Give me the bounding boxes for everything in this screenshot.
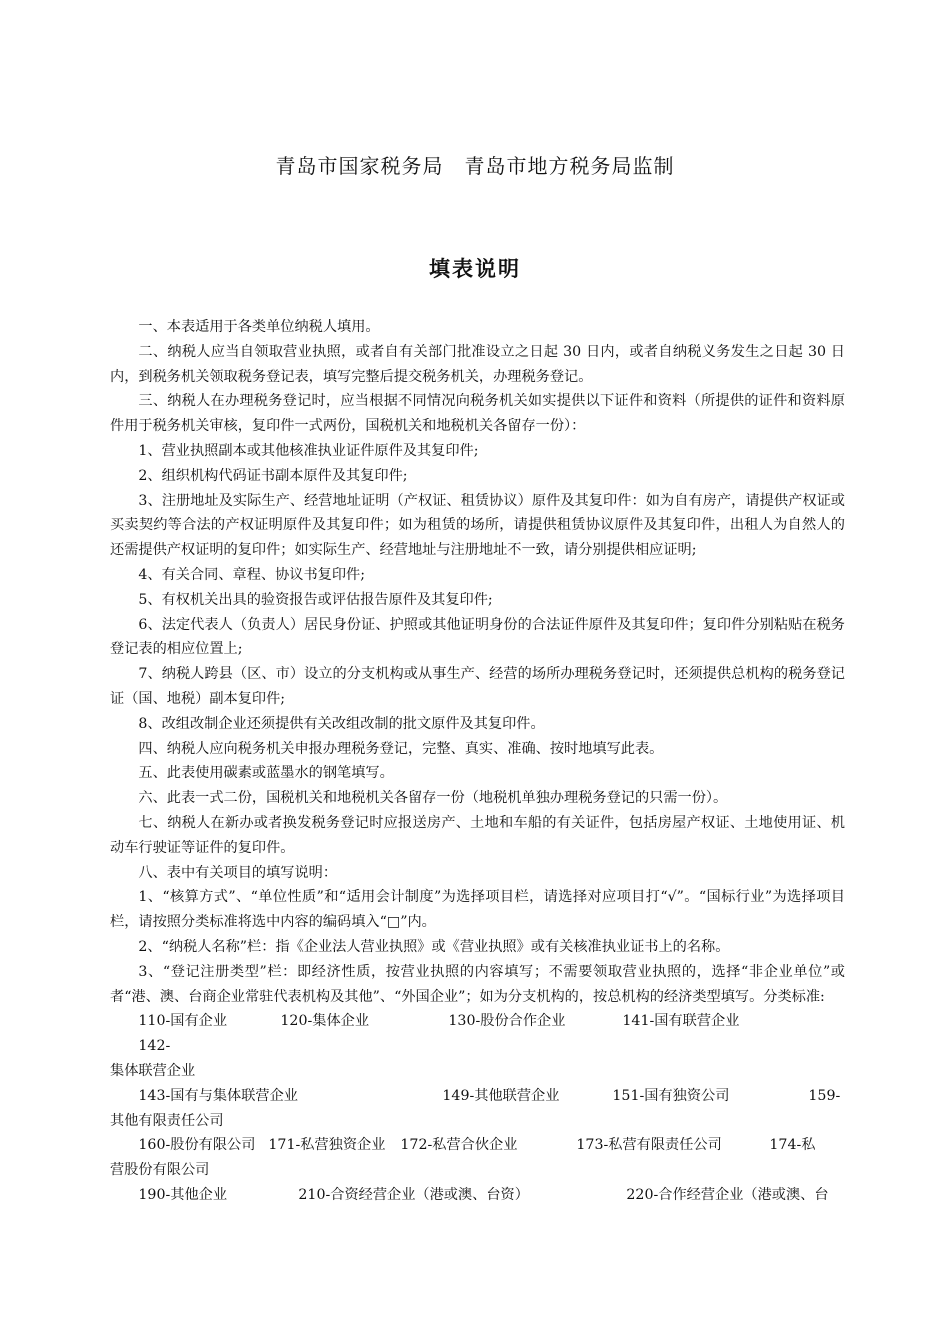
paragraph: 3、注册地址及实际生产、经营地址证明（产权证、租赁协议）原件及其复印件：如为自有房产，请提供产权证或买卖契约等合法的产权证明原件及其复印件；如为租赁的场所，请提供租赁协议原件及其复印件，出租人为自然人的还需提供产权证明的复印件；如实际生产、经营地址与注册地址不一致，请分别提供相应证明; bbox=[110, 492, 845, 559]
registration-code-continuation: 其他有限责任公司 bbox=[110, 1112, 224, 1129]
instructions-body bbox=[110, 315, 845, 1208]
paragraph: 五、此表使用碳素或蓝墨水的钢笔填写。 bbox=[138, 765, 394, 782]
registration-code: 142- bbox=[138, 1038, 171, 1055]
registration-code-continuation: 营股份有限公司 bbox=[110, 1162, 210, 1179]
page-title: 填表说明 bbox=[429, 257, 521, 281]
paragraph: 3、“登记注册类型”栏：即经济性质，按营业执照的内容填写；不需要领取营业执照的，选择“非企业单位”或者“港、澳、台商企业常驻代表机构及其他”、“外国企业”；如为分支机构的，按总机构的经济类型填写。分类标准: bbox=[110, 963, 845, 1005]
paragraph: 四、纳税人应向税务机关申报办理税务登记，完整、真实、准确、按时地填写此表。 bbox=[138, 740, 664, 757]
registration-code: 172-私营合伙企业 bbox=[400, 1137, 518, 1154]
registration-code: 120-集体企业 bbox=[280, 1013, 370, 1030]
paragraph: 二、纳税人应当自领取营业执照，或者自有关部门批准设立之日起 30 日内，或者自纳税义务发生之日起 30 日内，到税务机关领取税务登记表，填写完整后提交税务机关，办理税务登记。 bbox=[110, 343, 845, 385]
registration-code: 151-国有独资公司 bbox=[612, 1087, 730, 1104]
registration-codes-row bbox=[110, 1009, 845, 1083]
registration-code: 174-私 bbox=[769, 1137, 816, 1154]
paragraph: 2、组织机构代码证书副本原件及其复印件; bbox=[138, 467, 408, 484]
paragraph: 4、有关合同、章程、协议书复印件; bbox=[138, 566, 366, 583]
paragraph: 七、纳税人在新办或者换发税务登记时应报送房产、土地和车船的有关证件，包括房屋产权证、土地使用证、机动车行驶证等证件的复印件。 bbox=[110, 814, 845, 856]
paragraph: 一、本表适用于各类单位纳税人填用。 bbox=[138, 319, 380, 335]
authority-header: 青岛市国家税务局 青岛市地方税务局监制 bbox=[275, 154, 675, 178]
paragraph: 5、有权机关出具的验资报告或评估报告原件及其复印件; bbox=[138, 591, 493, 608]
registration-code: 110-国有企业 bbox=[138, 1013, 228, 1030]
paragraph: 7、纳税人跨县（区、市）设立的分支机构或从事生产、经营的场所办理税务登记时，还须提供总机构的税务登记证（国、地税）副本复印件; bbox=[110, 666, 845, 707]
paragraph: 2、“纳税人名称”栏：指《企业法人营业执照》或《营业执照》或有关核准执业证书上的名称。 bbox=[138, 938, 730, 955]
paragraph: 1、“核算方式”、“单位性质”和“适用会计制度”为选择项目栏，请选择对应项目打“√”。“国标行业”为选择项目栏，请按照分类标准将选中内容的编码填入“□”内。 bbox=[110, 889, 845, 931]
registration-code: 210-合资经营企业（港或澳、台资） bbox=[298, 1186, 529, 1203]
paragraph: 8、改组改制企业还须提供有关改组改制的批文原件及其复印件。 bbox=[138, 715, 545, 732]
registration-codes-row bbox=[110, 1133, 845, 1183]
registration-code: 143-国有与集体联营企业 bbox=[138, 1087, 298, 1104]
paragraph: 八、表中有关项目的填写说明： bbox=[138, 864, 338, 881]
registration-code: 190-其他企业 bbox=[138, 1186, 228, 1203]
registration-codes-row bbox=[110, 1183, 845, 1208]
registration-code: 149-其他联营企业 bbox=[442, 1087, 560, 1104]
paragraph: 六、此表一式二份，国税机关和地税机关各留存一份（地税机单独办理税务登记的只需一份）。 bbox=[138, 790, 728, 807]
paragraph: 1、营业执照副本或其他核准执业证件原件及其复印件; bbox=[138, 442, 479, 459]
registration-code-continuation: 集体联营企业 bbox=[110, 1062, 196, 1079]
paragraph: 三、纳税人在办理税务登记时，应当根据不同情况向税务机关如实提供以下证件和资料（所提供的证件和资料原件用于税务机关审核，复印件一式两份，国税机关和地税机关各留存一份）： bbox=[110, 393, 845, 435]
paragraph: 6、法定代表人（负责人）居民身份证、护照或其他证明身份的合法证件原件及其复印件；复印件分别粘贴在税务登记表的相应位置上; bbox=[110, 616, 845, 658]
registration-code: 173-私营有限责任公司 bbox=[576, 1137, 722, 1154]
registration-codes-row bbox=[110, 1084, 845, 1134]
registration-code: 171-私营独资企业 bbox=[268, 1137, 386, 1154]
registration-code: 220-合作经营企业（港或澳、台 bbox=[626, 1186, 829, 1203]
registration-code: 160-股份有限公司 bbox=[138, 1137, 256, 1154]
registration-code: 159- bbox=[808, 1087, 841, 1104]
registration-code: 130-股份合作企业 bbox=[448, 1013, 566, 1030]
registration-code: 141-国有联营企业 bbox=[622, 1013, 740, 1030]
